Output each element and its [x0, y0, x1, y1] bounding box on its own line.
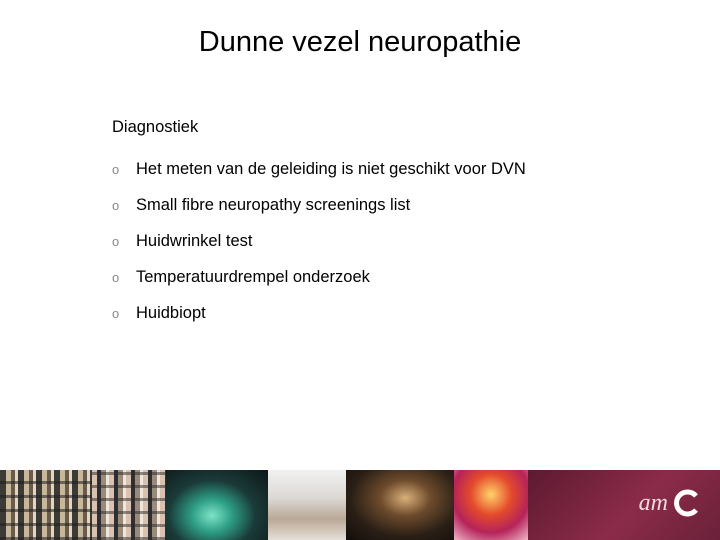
bullet-marker: o — [112, 161, 120, 177]
footer-photo-microscopy — [454, 470, 528, 540]
bullet-marker: o — [112, 269, 120, 285]
footer-photo-brain-scan — [166, 470, 268, 540]
bullet-item — [112, 295, 672, 331]
footer-photo-anatomy-painting — [346, 470, 454, 540]
footer-photo-lab-coat — [268, 470, 346, 540]
slide-title: Dunne vezel neuropathie — [198, 26, 522, 58]
footer-photo-audience — [92, 470, 166, 540]
bullet-item — [112, 151, 672, 187]
bullet-text: Huidbiopt — [136, 303, 206, 322]
bullet-text: Het meten van de geleiding is niet geschikt voor DVN — [136, 159, 526, 178]
bullet-marker: o — [112, 197, 120, 213]
bullet-item — [112, 187, 672, 223]
bullet-list — [112, 151, 672, 331]
logo-text: am — [638, 489, 668, 516]
bullet-item — [112, 223, 672, 259]
bullet-marker: o — [112, 305, 120, 321]
amc-logo — [639, 488, 702, 518]
bullet-text: Small fibre neuropathy screenings list — [136, 195, 411, 214]
footer-photo-band — [0, 470, 720, 540]
footer-photo-lecture-hall — [0, 470, 92, 540]
amc-ring-logo-icon — [672, 488, 702, 518]
bullet-text: Temperatuurdrempel onderzoek — [136, 267, 370, 286]
bullet-marker: o — [112, 233, 120, 249]
bullet-text: Huidwrinkel test — [136, 231, 253, 250]
section-heading: Diagnostiek — [112, 118, 199, 136]
footer-brand-panel — [528, 470, 720, 540]
slide-content — [112, 118, 672, 331]
bullet-item — [112, 259, 672, 295]
